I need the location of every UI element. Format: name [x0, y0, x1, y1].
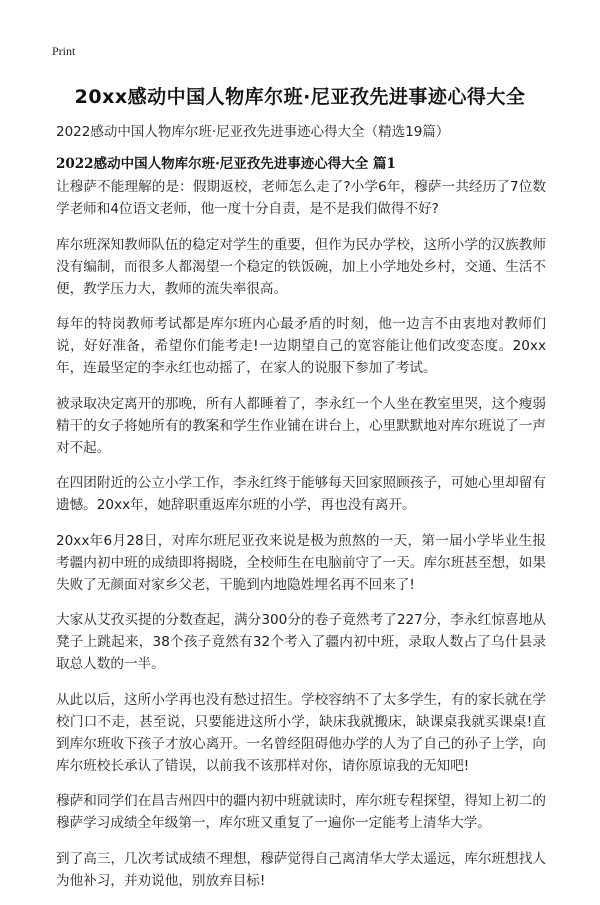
document-title: 20xx感动中国人物库尔班·尼亚孜先进事迹心得大全: [74, 86, 526, 108]
paragraph: 在四团附近的公立小学工作，李永红终于能够每天回家照顾孩子，可她心里却留有遗憾。20xx年，她辞职重返库尔班的小学，再也没有离开。: [56, 475, 546, 513]
paragraph: 库尔班深知教师队伍的稳定对学生的重要，但作为民办学校，这所小学的汉族教师没有编制，而很多人都渴望一个稳定的铁饭碗，加上小学地处乡村，交通、生活不便，教学压力大，教师的流失率很高。: [56, 236, 546, 297]
paragraph: 20xx年6月28日，对库尔班尼亚孜来说是极为煎熬的一天，第一届小学毕业生报考疆内初中班的成绩即将揭晓，全校师生在电脑前守了一天。库尔班甚至想，如果失败了无颜面对家乡父老，干脆到内地隐姓埋名再不回来了!: [56, 532, 546, 593]
print-link[interactable]: Print: [52, 44, 76, 58]
paragraph: 被录取决定离开的那晚，所有人都睡着了，李永红一个人坐在教室里哭，这个瘦弱精干的女子将她所有的教案和学生作业铺在讲台上，心里默默地对库尔班说了一声对不起。: [56, 395, 546, 456]
section-heading: 2022感动中国人物库尔班·尼亚孜先进事迹心得大全 篇1: [56, 156, 396, 172]
paragraph: 到了高三，几次考试成绩不理想，穆萨觉得自己离清华大学太遥远，库尔班想找人为他补习，并劝说他，别放弃目标!: [56, 850, 546, 889]
paragraph: 让穆萨不能理解的是：假期返校，老师怎么走了?小学6年，穆萨一共经历了7位数学老师和4位语文老师，他一度十分自责，是不是我们做得不好?: [56, 179, 546, 217]
article-body: [56, 176, 546, 905]
paragraph: 大家从艾孜买提的分数查起，满分300分的卷子竟然考了227分，李永红惊喜地从凳子上跳起来，38个孩子竟然有32个考入了疆内初中班，录取人数占了乌什县录取总人数的一半。: [56, 612, 546, 672]
document-subtitle: 2022感动中国人物库尔班·尼亚孜先进事迹心得大全（精选19篇）: [56, 124, 450, 140]
paragraph: 每年的特岗教师考试都是库尔班内心最矛盾的时刻，他一边言不由衷地对教师们说，好好准备，希望你们能考走!一边期望自己的宽容能让他们改变态度。20xx年，连最坚定的李永红也动摇了，在家人的说服下参加了考试。: [56, 316, 546, 376]
paragraph: 从此以后，这所小学再也没有愁过招生。学校容纳不了太多学生，有的家长就在学校门口不走，甚至说，只要能进这所小学，缺床我就搬床，缺课桌我就买课桌!直到库尔班收下孩子才放心离开。一名曾经阻碍他办学的人为了自己的孙子上学，向库尔班校长承认了错误，以前我不该那样对你，请你原谅我的无知吧!: [56, 691, 546, 774]
paragraph: 穆萨和同学们在昌吉州四中的疆内初中班就读时，库尔班专程探望，得知上初二的穆萨学习成绩全年级第一，库尔班又重复了一遍你一定能考上清华大学。: [56, 793, 546, 831]
